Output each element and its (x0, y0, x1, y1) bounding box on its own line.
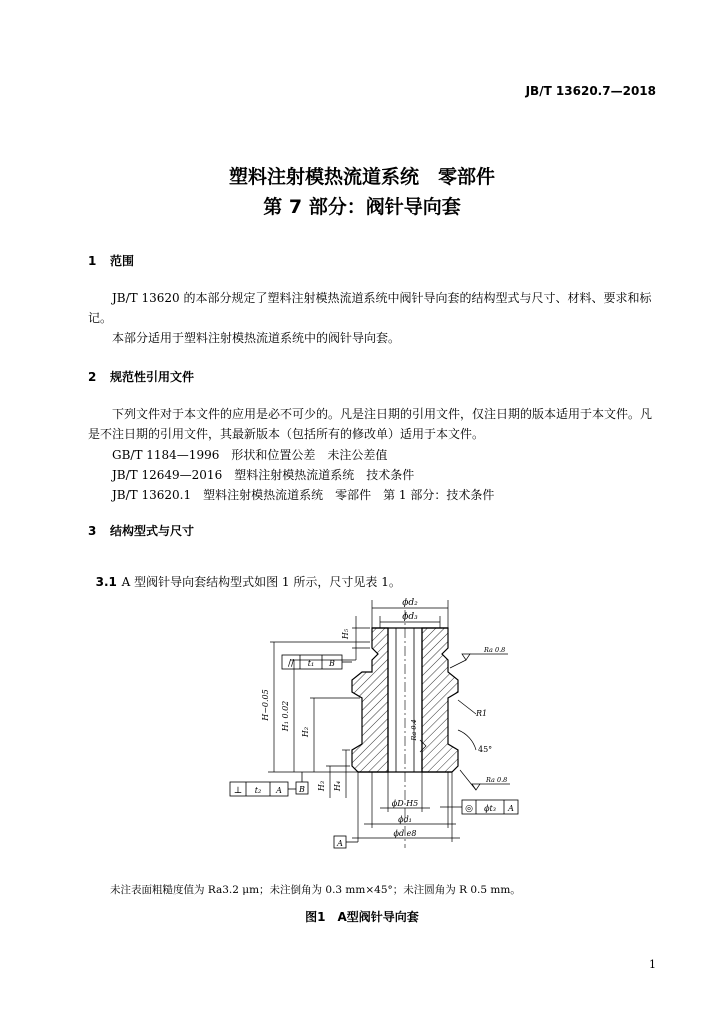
roughness-bore-label: Ra 0.4 (410, 719, 418, 741)
r1-leader (458, 700, 476, 714)
reference-item: JB/T 13620.1 塑料注射模热流道系统 零部件 第 1 部分：技术条件 (112, 488, 495, 502)
roughness-top (450, 654, 508, 668)
figure-1-drawing (0, 580, 724, 870)
section-number: 2 (88, 370, 97, 384)
angle-label: 45° (478, 745, 493, 754)
section-3-heading (88, 522, 194, 539)
standard-number: JB/T 13620.7—2018 (525, 84, 656, 98)
dim-d1-label: ϕd₁ (398, 815, 412, 824)
dim-h-label: H−0.05 (261, 689, 270, 721)
dim-h2-label: H₂ (301, 726, 310, 738)
dim-h4-label: H₄ (333, 780, 342, 792)
dim-h5-label: H₅ (341, 628, 350, 640)
fcf-perp-tolerance: t₂ (254, 786, 262, 795)
section-2-heading (88, 368, 194, 385)
radius-r1-label: R1 (476, 709, 488, 718)
section-title: 规范性引用文件 (110, 370, 195, 384)
reference-item: GB/T 1184—1996 形状和位置公差 未注公差值 (112, 448, 388, 462)
angle-arc (458, 730, 476, 750)
datum-b-label: B (299, 785, 305, 794)
dim-d2-label: ϕd₂ (402, 598, 418, 608)
fcf-coax-symbol: ◎ (465, 804, 473, 814)
section-1-heading (88, 252, 134, 269)
dim-h1-label: H₁ 0.02 (281, 700, 290, 732)
datum-a-label: A (337, 839, 343, 848)
fcf-parallel-tolerance: t₁ (307, 659, 315, 668)
figure-note: 未注表面粗糙度值为 Ra3.2 μm；未注倒角为 0.3 mm×45°；未注圆角为 R 0.5 mm。 (110, 884, 521, 896)
reference-item: JB/T 12649—2016 塑料注射模热流道系统 技术条件 (112, 468, 415, 482)
document-title: 塑料注射模热流道系统 零部件 (228, 166, 495, 188)
fcf-perp-datum: A (276, 786, 282, 795)
subsection-text: A 型阀针导向套结构型式如图 1 所示，尺寸见表 1。 (121, 575, 401, 589)
figure-caption: 图1 A型阀针导向套 (305, 910, 419, 924)
section-number: 3 (88, 524, 97, 538)
subsection-number: 3.1 (95, 575, 117, 589)
dim-h3-label: H₃ (317, 780, 326, 792)
paragraph: JB/T 13620 的本部分规定了塑料注射模热流道系统中阀针导向套的结构型式与尺寸、材料、要求和标记。 (88, 291, 652, 325)
fcf-perp-symbol: ⊥ (233, 786, 243, 796)
fcf-parallel-datum: B (329, 659, 335, 668)
paragraph: 下列文件对于本文件的应用是必不可少的。凡是注日期的引用文件，仅注日期的版本适用于本文件。凡是不注日期的引用文件，其最新版本（包括所有的修改单）适用于本文件。 (88, 407, 653, 441)
roughness-bottom-label: Ra 0.8 (486, 776, 508, 784)
page-number: 1 (649, 958, 656, 971)
paragraph: 本部分适用于塑料注射模热流道系统中的阀针导向套。 (112, 331, 401, 345)
roughness-top-label: Ra 0.8 (484, 646, 506, 654)
dim-d3-label: ϕd₃ (402, 612, 418, 622)
fcf-coax-datum: A (508, 804, 514, 813)
fcf-parallel-symbol: // (287, 659, 295, 669)
dim-dH5-label: ϕD H5 (391, 799, 419, 808)
dim-de8-label: ϕd e8 (393, 829, 417, 838)
fcf-coax-tolerance: ϕt₃ (484, 804, 496, 813)
section-number: 1 (88, 254, 97, 268)
document-subtitle: 第 7 部分：阀针导向套 (263, 196, 461, 218)
section-title: 结构型式与尺寸 (110, 524, 195, 538)
section-title: 范围 (110, 254, 135, 268)
dimension-h5 (352, 616, 370, 660)
